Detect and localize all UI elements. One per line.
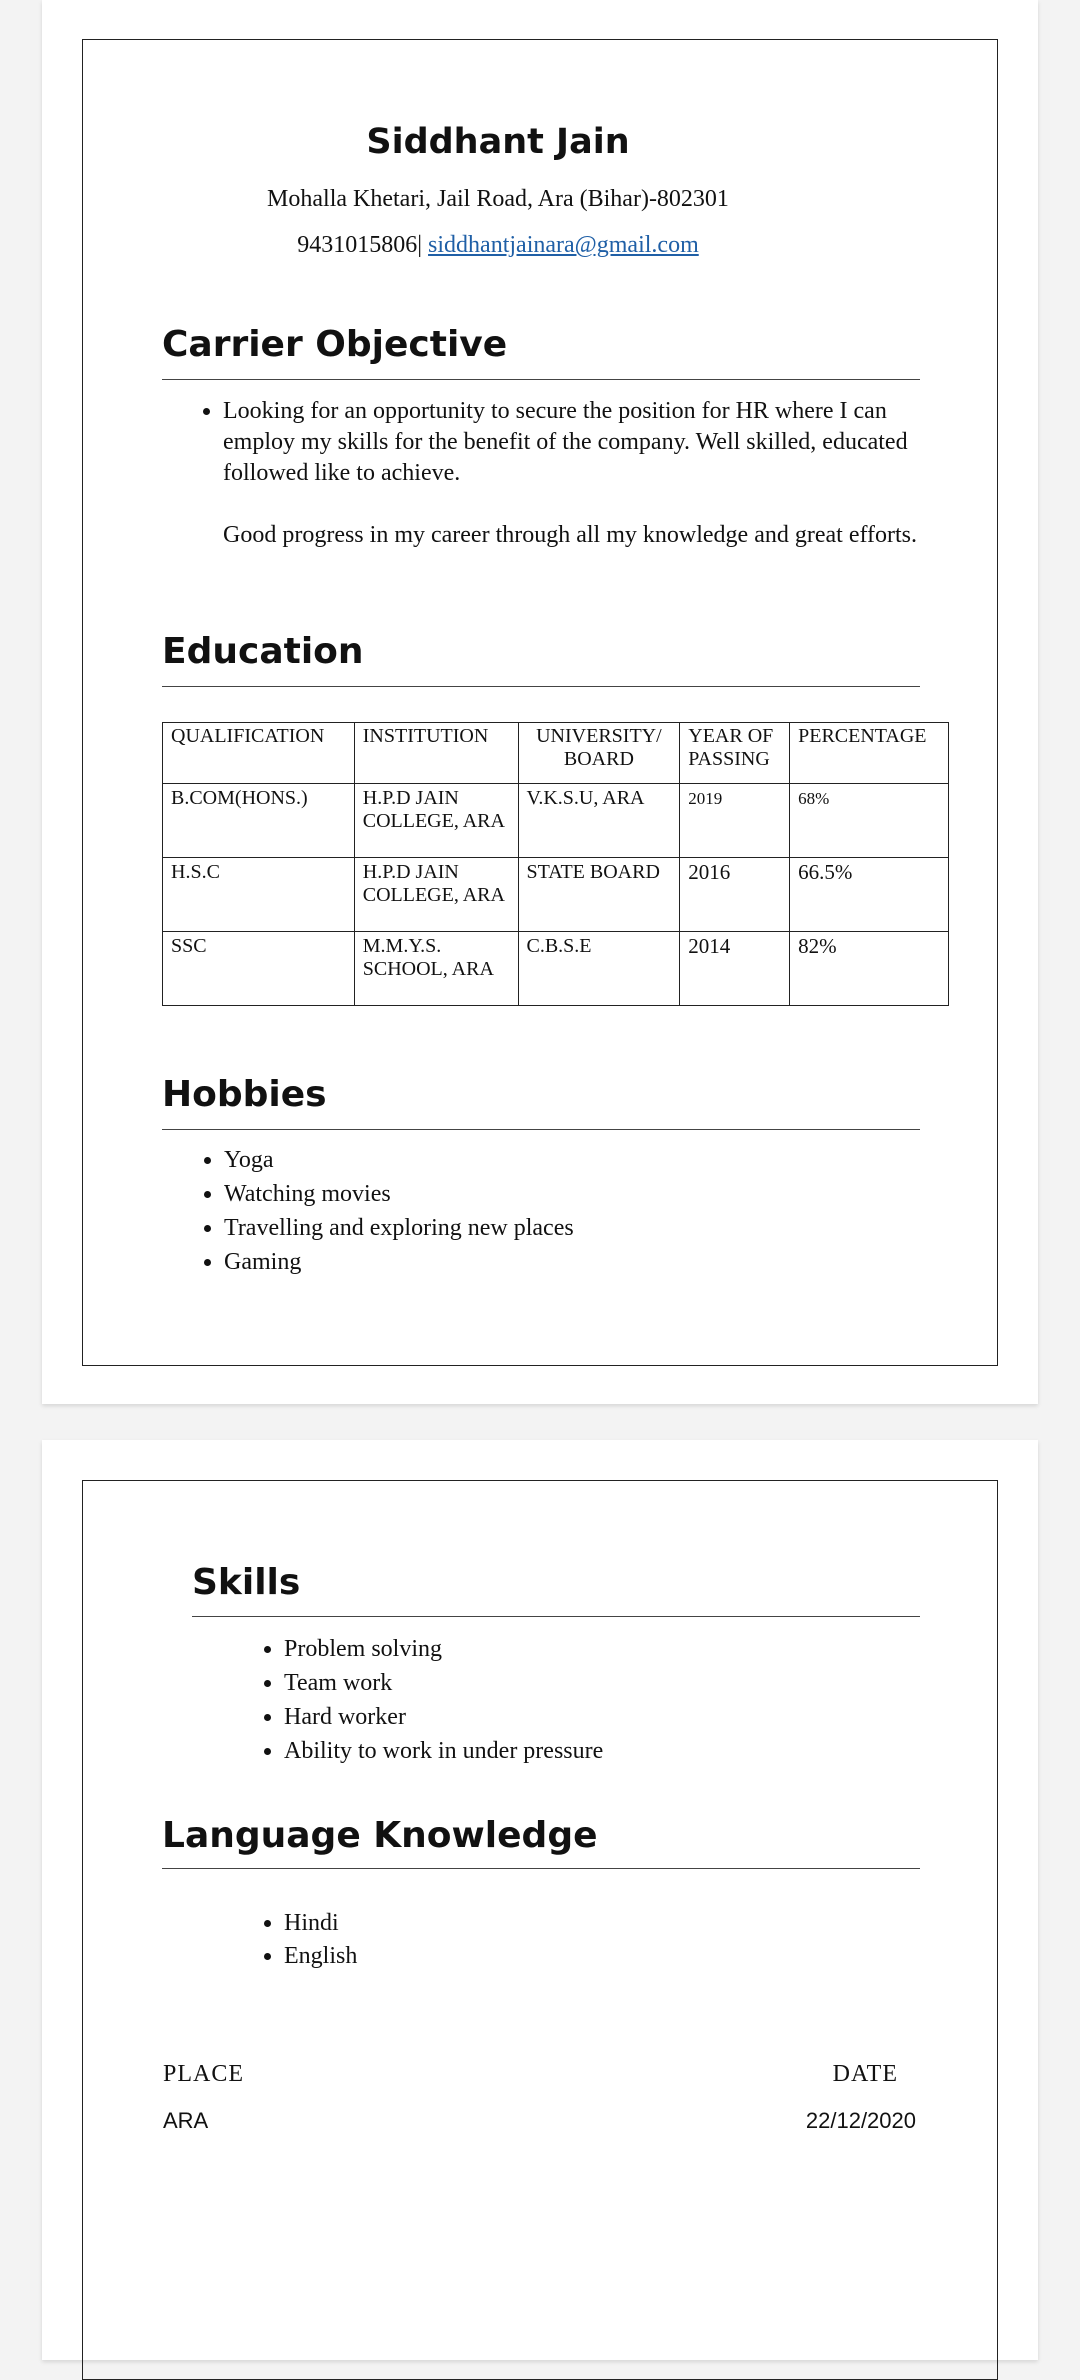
list-item: • Hard worker bbox=[284, 1700, 603, 1734]
table-cell: STATE BOARD bbox=[518, 858, 680, 932]
column-header: UNIVERSITY/ BOARD bbox=[518, 723, 680, 784]
table-cell: H.P.D JAIN COLLEGE, ARA bbox=[354, 784, 518, 858]
date-label: DATE bbox=[832, 2061, 898, 2087]
section-heading-education: Education bbox=[162, 631, 364, 672]
list-item: • Yoga bbox=[224, 1143, 574, 1177]
table-cell: V.K.S.U, ARA bbox=[518, 784, 680, 858]
table-cell: H.S.C bbox=[163, 858, 355, 932]
section-heading-languages: Language Knowledge bbox=[162, 1815, 598, 1856]
place-value: ARA bbox=[163, 2108, 209, 2133]
candidate-name: Siddhant Jain bbox=[366, 122, 630, 162]
list-item: • English bbox=[284, 1940, 357, 1973]
languages-list bbox=[222, 1907, 357, 1973]
column-header: YEAR OF PASSING bbox=[680, 723, 790, 784]
address: Mohalla Khetari, Jail Road, Ara (Bihar)-802301 bbox=[267, 186, 729, 212]
table-cell: 2019 bbox=[680, 784, 790, 858]
section-divider bbox=[162, 1129, 920, 1130]
place-label: PLACE bbox=[163, 2061, 245, 2087]
list-item: • Problem solving bbox=[284, 1632, 603, 1666]
section-divider bbox=[162, 1868, 920, 1869]
objective-text: Looking for an opportunity to secure the position for HR where I can employ my skills for the benefit of the company. Well skilled, educated followed like to achieve. bbox=[223, 398, 908, 486]
table-cell: 82% bbox=[790, 932, 949, 1006]
list-item: • Team work bbox=[284, 1666, 603, 1700]
email-link[interactable]: siddhantjainara@gmail.com bbox=[428, 232, 699, 258]
table-cell: M.M.Y.S. SCHOOL, ARA bbox=[354, 932, 518, 1006]
table-cell: 68% bbox=[790, 784, 949, 858]
table-cell: 66.5% bbox=[790, 858, 949, 932]
section-divider bbox=[162, 379, 920, 380]
table-row bbox=[163, 784, 949, 858]
date-value: 22/12/2020 bbox=[805, 2108, 916, 2133]
objective-item bbox=[223, 396, 921, 551]
skills-list bbox=[222, 1632, 603, 1768]
table-cell: B.COM(HONS.) bbox=[163, 784, 355, 858]
table-cell: SSC bbox=[163, 932, 355, 1006]
table-row bbox=[163, 932, 949, 1006]
section-divider bbox=[192, 1616, 920, 1617]
column-header: QUALIFICATION bbox=[163, 723, 355, 784]
table-cell: 2014 bbox=[680, 932, 790, 1006]
list-item: • Ability to work in under pressure bbox=[284, 1734, 603, 1768]
education-table bbox=[162, 722, 949, 1006]
list-item: • Watching movies bbox=[224, 1177, 574, 1211]
objective-section bbox=[161, 396, 921, 551]
table-cell: 2016 bbox=[680, 858, 790, 932]
table-cell: H.P.D JAIN COLLEGE, ARA bbox=[354, 858, 518, 932]
table-row bbox=[163, 858, 949, 932]
objective-text-2: Good progress in my career through all my knowledge and great efforts. bbox=[223, 522, 918, 548]
section-divider bbox=[162, 686, 920, 687]
list-item: • Hindi bbox=[284, 1907, 357, 1940]
list-item: • Gaming bbox=[224, 1245, 574, 1279]
hobbies-list bbox=[162, 1143, 574, 1279]
section-heading-skills: Skills bbox=[192, 1562, 301, 1603]
column-header: INSTITUTION bbox=[354, 723, 518, 784]
page-border bbox=[82, 1480, 998, 2380]
table-cell: C.B.S.E bbox=[518, 932, 680, 1006]
column-header: PERCENTAGE bbox=[790, 723, 949, 784]
table-header-row bbox=[163, 723, 949, 784]
section-heading-objective: Carrier Objective bbox=[162, 324, 508, 365]
list-item: • Travelling and exploring new places bbox=[224, 1211, 574, 1245]
contact-line bbox=[0, 232, 996, 259]
phone-number: 9431015806| bbox=[297, 232, 423, 258]
section-heading-hobbies: Hobbies bbox=[162, 1074, 327, 1115]
